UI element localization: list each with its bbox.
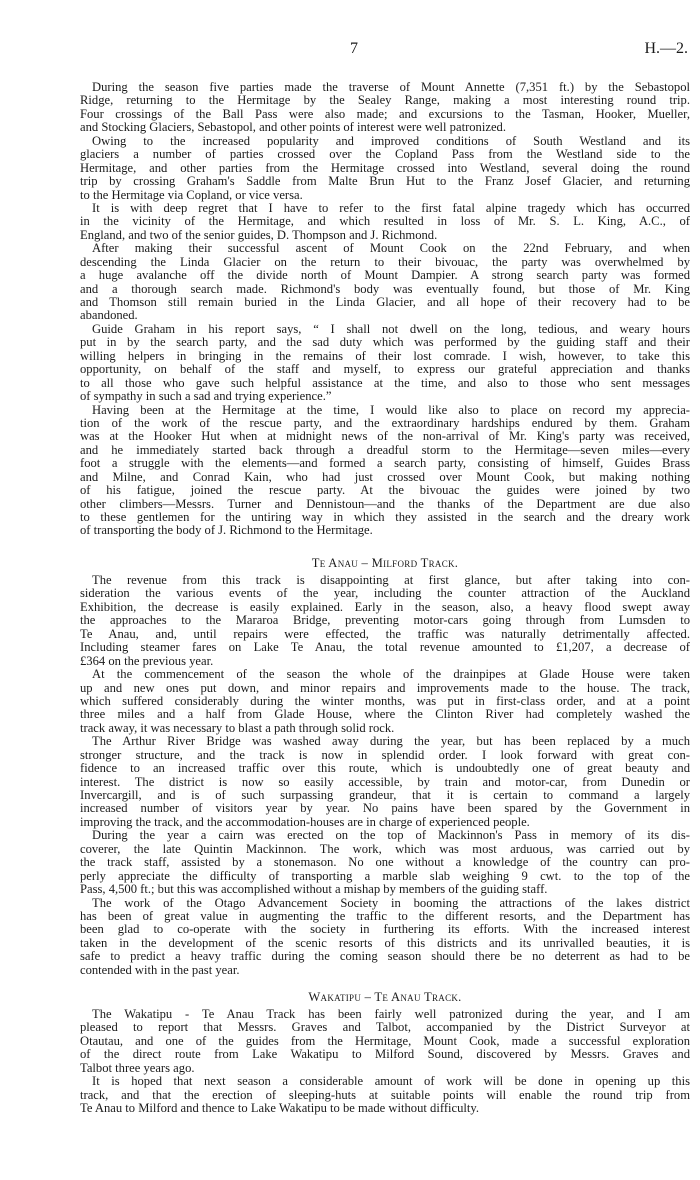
text-line: foot a struggle with the elements—and formed a search party, consisting of himself, Guides Brass xyxy=(80,456,690,471)
text-line: to the Hermitage via Copland, or vice versa. xyxy=(80,187,303,202)
text-line: of the direct route from Lake Wakatipu to Milford Sound, discovered by Messrs. Graves and xyxy=(80,1047,690,1062)
text-line: perly appreciate the difficulty of transporting a marble slab weighing 9 cwt. to the top of the xyxy=(80,868,690,883)
text-line: Pass, 4,500 ft.; but this was accomplished without a mishap by members of the guiding staff. xyxy=(80,882,548,897)
paragraph xyxy=(80,242,690,323)
paragraph xyxy=(80,135,690,202)
paragraph xyxy=(80,897,690,978)
text-line: After making their successful ascent of Mount Cook on the 22nd February, and when xyxy=(92,241,690,256)
text-line: of sympathy in such a sad and trying experience.” xyxy=(80,389,332,404)
text-line: Invercargill, and is of such surpassing grandeur, that it is certain to command a largely xyxy=(80,788,690,802)
text-line: three miles and a half from Glade House, where the Clinton River had completely washed the xyxy=(80,707,690,722)
text-line: taken in the development of the scenic resorts of this districts and its unrivalled beauties, it is xyxy=(80,935,690,950)
section-te-anau-milford xyxy=(80,574,690,977)
text-line: Ridge, returning to the Hermitage by the Sealey Range, making a most interesting round trip. xyxy=(80,93,690,108)
paragraph xyxy=(80,829,690,896)
text-line: and Stocking Glaciers, Sebastopol, and other points of interest were well patronized. xyxy=(80,120,506,135)
text-line: Owing to the increased popularity and improved conditions of South Westland and its xyxy=(92,133,690,148)
text-line: During the year a cairn was erected on the top of Mackinnon's Pass in memory of its dis- xyxy=(92,828,690,843)
text-line: The work of the Otago Advancement Society in booming the attractions of the lakes district xyxy=(92,895,690,910)
text-line: descending the Linda Glacier on the return to their bivouac, the party was overwhelmed by xyxy=(80,254,690,269)
text-line: of his fatigue, joined the rescue party. At the bivouac the guides were joined by two xyxy=(80,483,690,498)
text-line: The Wakatipu - Te Anau Track has been fairly well patronized during the year, and I am xyxy=(92,1007,690,1021)
paragraph xyxy=(80,1075,690,1115)
text-line: which suffered considerably during the winter months, was put in first-class order, and at a point xyxy=(80,693,690,708)
text-line: opportunity, on behalf of the staff and myself, to express our grateful appreciation and thanks xyxy=(80,362,690,377)
text-line: Otautau, and one of the guides from the Hermitage, Mount Cook, made a successful exploration xyxy=(80,1033,690,1048)
paragraph xyxy=(80,574,690,668)
text-line: At the commencement of the season the whole of the drainpipes at Glade House were taken xyxy=(92,667,690,682)
text-line: trip by crossing Graham's Saddle from Malte Brun Hut to the Franz Josef Glacier, and returning xyxy=(80,174,690,189)
text-line: glaciers a number of parties crossed over the Copland Pass from the Westland side to the xyxy=(80,147,690,162)
paragraph xyxy=(80,668,690,735)
text-line: abandoned. xyxy=(80,308,138,323)
text-line: interest. The district is now so easily accessible, by train and motor-car, from Dunedin or xyxy=(80,774,690,789)
text-line: and a thorough search made. Richmond's body was eventually found, but those of Mr. King xyxy=(80,281,690,296)
text-line: Te Anau to Milford and thence to Lake Wakatipu to be made without difficulty. xyxy=(80,1101,480,1116)
text-line: sideration the various events of the year, including the counter attraction of the Auckland xyxy=(80,586,690,601)
text-line: contended with in the past year. xyxy=(80,962,240,977)
text-line: and Milne, and Conrad Kain, who had just crossed over Mount Cook, but making nothing xyxy=(80,469,690,484)
text-line: England, and two of the senior guides, D. Thompson and J. Richmond. xyxy=(80,227,438,242)
text-line: up and new ones put down, and minor repairs and improvements made to the house. The track, xyxy=(80,680,690,695)
paragraph xyxy=(80,81,690,135)
text-line: of transporting the body of J. Richmond to the Hermitage. xyxy=(80,523,373,538)
page-number: 7 xyxy=(350,40,358,57)
text-line: other climbers—Messrs. Turner and Dennistoun—and the thanks of the Department are due also xyxy=(80,496,690,511)
text-line: to these gentlemen for the untiring way in which they assisted in the search and the dreary work xyxy=(80,510,690,524)
text-line: Exhibition, the decrease is easily explained. Early in the season, also, a heavy flood swept away xyxy=(80,599,690,614)
text-line: and he immediately started back through a dreadful storm to the Hermitage—seven miles—every xyxy=(80,442,690,457)
text-line: It is with deep regret that I have to refer to the first fatal alpine tragedy which has occurred xyxy=(92,200,690,215)
section-heading-te-anau-milford: Te Anau – Milford Track. xyxy=(311,556,459,570)
paragraph xyxy=(80,202,690,242)
paragraph xyxy=(80,735,690,829)
section-hermitage xyxy=(80,81,690,538)
text-line: coverer, the late Quintin Mackinnon. The work, which was most arduous, was carried out by xyxy=(80,841,690,856)
document-reference: H.—2. xyxy=(644,40,688,57)
text-line: The revenue from this track is disappointing at first glance, but after taking into con- xyxy=(92,573,690,587)
text-line: fidence to an increased traffic over this route, which is undoubtedly one of great beauty and xyxy=(80,761,690,776)
text-line: Four crossings of the Ball Pass were also made; and excursions to the Tasman, Hooker, Mueller, xyxy=(80,106,690,121)
text-line: track away, it was necessary to blast a path through solid rock. xyxy=(80,720,395,735)
text-line: improving the track, and the accommodation-houses are in charge of experienced people. xyxy=(80,814,530,829)
text-line: increased number of visitors year by year. No pains have been spared by the Government in xyxy=(80,801,690,816)
text-line: Having been at the Hermitage at the time, I would like also to place on record my apprecia- xyxy=(92,402,690,417)
text-line: and Thomson still remain buried in the Linda Glacier, and all hope of their recovery had to be xyxy=(80,295,690,309)
text-line: to all those who gave such helpful assistance at the time, and also to those who sent messages xyxy=(80,375,690,390)
text-line: been glad to co-operate with the society in furthering its efforts. With the increased interest xyxy=(80,922,690,937)
text-line: a huge avalanche off the divide north of Mount Dampier. A strong search party was formed xyxy=(80,268,690,283)
text-line: £364 on the previous year. xyxy=(80,653,214,668)
paragraph xyxy=(80,1008,690,1075)
text-line: Including steamer fares on Lake Te Anau, the total revenue amounted to £1,207, a decrease of xyxy=(80,640,690,655)
section-heading-wakatipu-te-anau: Wakatipu – Te Anau Track. xyxy=(308,990,462,1004)
text-line: stronger structure, and the track is now in splendid order. I look forward with great con- xyxy=(80,747,690,762)
text-line: Hermitage, and other parties from the Hermitage crossed into Westland, several doing the round xyxy=(80,160,690,175)
text-line: the track staff, assisted by a stonemason. No one without a knowledge of the country can pro- xyxy=(80,855,690,870)
text-line: safe to predict a heavy traffic during the coming season should there be no deterrent as had to be xyxy=(80,949,690,964)
text-line: put in by the search party, and the sad duty which was performed by the guiding staff and their xyxy=(80,335,690,350)
text-line: pleased to report that Messrs. Graves and Talbot, accompanied by the District Surveyor at xyxy=(80,1020,690,1035)
section-wakatipu-te-anau xyxy=(80,1008,690,1116)
text-line: tion of the work of the rescue party, and the extraordinary hardships endured by them. Graham xyxy=(80,415,690,430)
text-line: in the vicinity of the Hermitage, and which resulted in loss of Mr. S. L. King, A.C., of xyxy=(80,214,690,229)
text-line: Te Anau, and, until repairs were effected, the traffic was naturally detrimentally affected. xyxy=(80,626,690,641)
text-line: track, and that the erection of sleeping-huts at suitable points will enable the round trip from xyxy=(80,1087,690,1102)
text-line: During the season five parties made the traverse of Mount Annette (7,351 ft.) by the Sebastopol xyxy=(92,80,690,94)
text-line: Guide Graham in his report says, “ I shall not dwell on the long, tedious, and weary hours xyxy=(92,321,690,336)
paragraph xyxy=(80,404,690,538)
text-line: Talbot three years ago. xyxy=(80,1060,195,1075)
text-line: was at the Hooker Hut when at midnight news of the non-arrival of Mr. King's party was received, xyxy=(80,429,690,444)
text-line: has been of great value in augmenting the traffic to the different resorts, and the Department has xyxy=(80,908,690,923)
text-line: the approaches to the Mararoa Bridge, preventing motor-cars going through from Lumsden to xyxy=(80,613,690,628)
text-line: It is hoped that next season a considerable amount of work will be done in opening up this xyxy=(92,1074,690,1089)
paragraph xyxy=(80,323,690,404)
text-line: The Arthur River Bridge was washed away during the year, but has been replaced by a much xyxy=(92,734,690,749)
text-line: willing helpers in bringing in the remains of their lost comrade. I wish, however, to take this xyxy=(80,348,690,363)
